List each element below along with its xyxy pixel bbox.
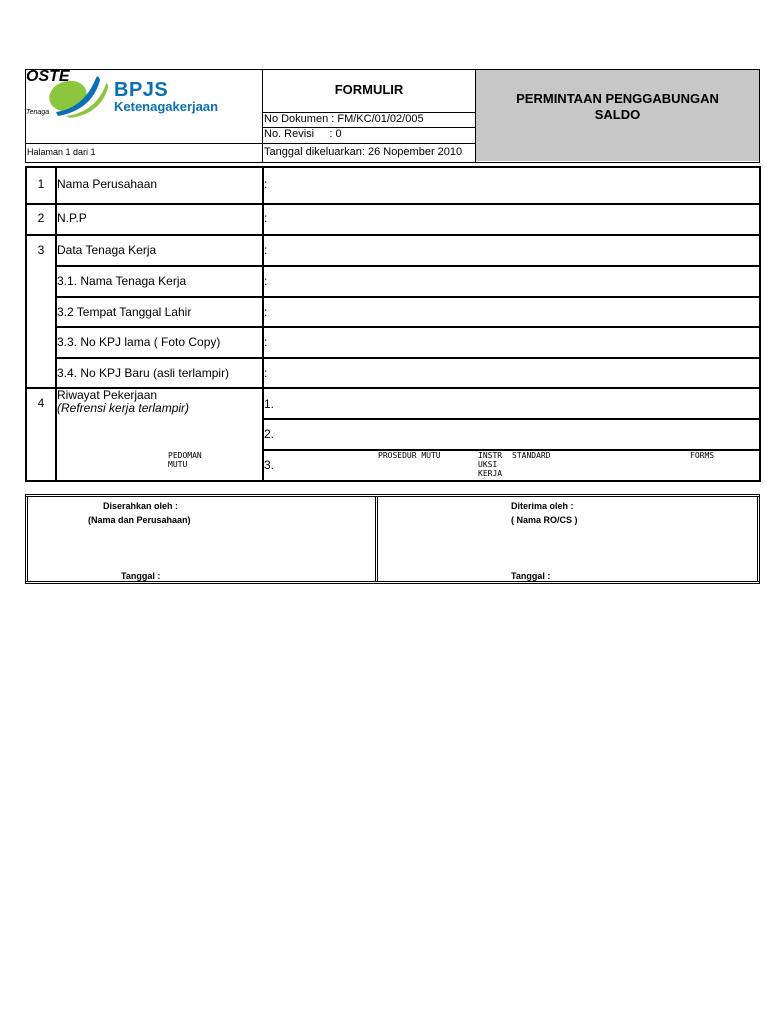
document-title-line2: SALDO xyxy=(594,107,641,122)
overlay-pedoman: PEDOMAN xyxy=(168,451,202,460)
row-3-2-label: 3.2 Tempat Tanggal Lahir xyxy=(57,305,192,319)
logo-brand: BPJS xyxy=(114,79,169,101)
formulir-label: FORMULIR xyxy=(334,82,404,97)
no-dokumen: No Dokumen : FM/KC/01/02/005 xyxy=(264,113,424,125)
logo-fragment: OSTE xyxy=(26,70,70,84)
bpjs-logo-icon xyxy=(44,72,110,118)
row-3-4-value[interactable]: : xyxy=(264,366,268,380)
row-3-2-value[interactable]: : xyxy=(264,305,268,319)
diterima-date: Tanggal : xyxy=(511,571,551,581)
row-4-item-3[interactable]: 3. xyxy=(264,458,275,472)
row-4-sublabel: (Refrensi kerja terlampir) xyxy=(57,401,190,415)
row-3-number: 3 xyxy=(37,243,45,257)
row-3-1-label: 3.1. Nama Tenaga Kerja xyxy=(57,274,187,288)
row-1-label: Nama Perusahaan xyxy=(57,177,158,191)
overlay-prosedur: PROSEDUR MUTU xyxy=(378,451,441,460)
row-3-3-value[interactable]: : xyxy=(264,335,268,349)
diserahkan-date: Tanggal : xyxy=(121,571,161,581)
logo-small-text: Tenaga xyxy=(26,109,50,116)
overlay-uksi: UKSI xyxy=(478,460,498,469)
overlay-mutu: MUTU xyxy=(168,460,188,469)
document-title-line1: PERMINTAAN PENGGABUNGAN xyxy=(516,91,719,106)
row-3-1-value[interactable]: : xyxy=(264,274,268,288)
overlay-kerja: KERJA xyxy=(478,469,503,478)
row-4-label: Riwayat Pekerjaan xyxy=(57,388,158,402)
row-3-3-label: 3.3. No KPJ lama ( Foto Copy) xyxy=(57,335,221,349)
overlay-instr: INSTR xyxy=(478,451,503,460)
row-3-label: Data Tenaga Kerja xyxy=(57,243,157,257)
diterima-sub: ( Nama RO/CS ) xyxy=(511,515,578,525)
row-1-value[interactable]: : xyxy=(264,177,268,191)
row-4-number: 4 xyxy=(37,396,45,410)
row-2-value[interactable]: : xyxy=(264,211,268,225)
diserahkan-sub: (Nama dan Perusahaan) xyxy=(88,515,191,525)
diterima-title: Diterima oleh : xyxy=(511,501,574,511)
logo-sub: Ketenagakerjaan xyxy=(114,99,219,114)
row-3-value[interactable]: : xyxy=(264,243,268,257)
row-2-label: N.P.P xyxy=(57,211,87,225)
row-1-number: 1 xyxy=(37,177,45,191)
no-revisi: No. Revisi : 0 xyxy=(264,128,342,140)
halaman-text: Halaman 1 dari 1 xyxy=(27,147,96,157)
row-4-item-2[interactable]: 2. xyxy=(264,427,275,441)
diserahkan-title: Diserahkan oleh : xyxy=(103,501,179,511)
overlay-standard: STANDARD xyxy=(512,451,551,460)
row-2-number: 2 xyxy=(37,211,45,225)
row-4-item-1[interactable]: 1. xyxy=(264,397,275,411)
row-3-4-label: 3.4. No KPJ Baru (asli terlampir) xyxy=(57,366,230,380)
tanggal-dikeluarkan: Tanggal dikeluarkan: 26 Nopember 2010 xyxy=(264,146,463,158)
overlay-forms: FORMS xyxy=(690,451,715,460)
